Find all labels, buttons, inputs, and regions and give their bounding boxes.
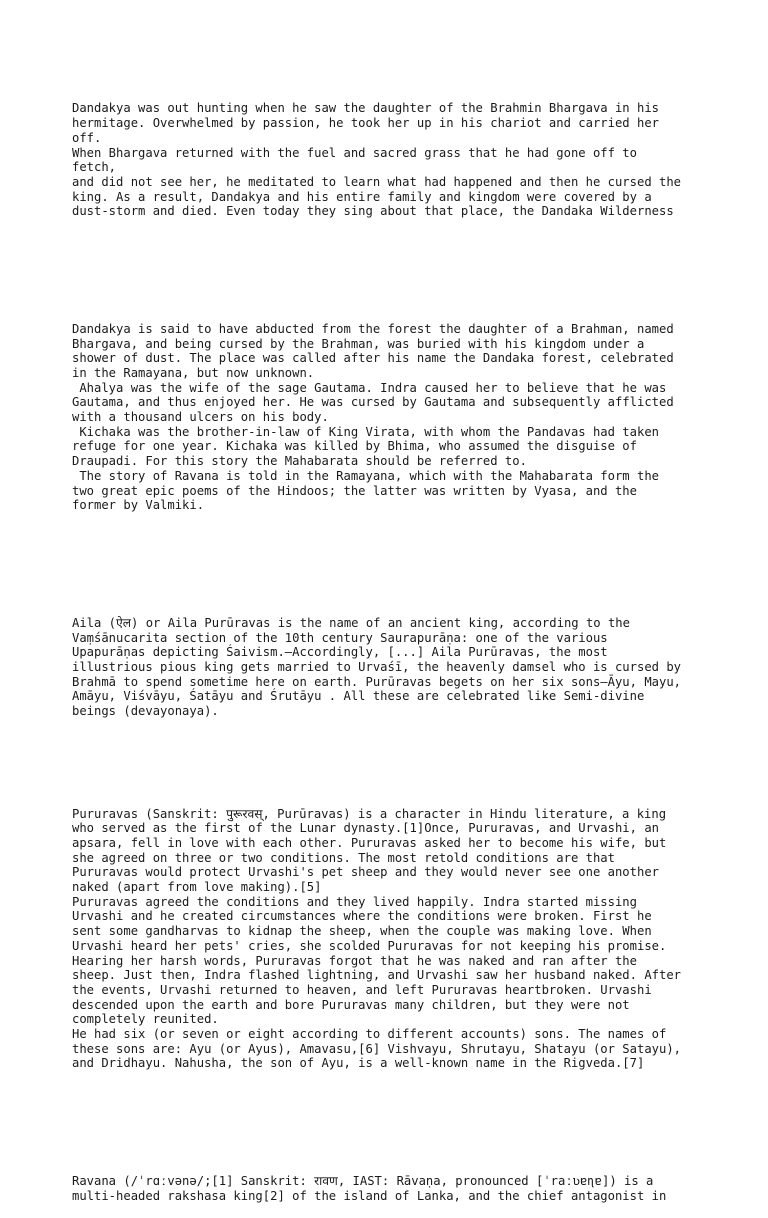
text-line: Vaṃśānucarita section of the 10th century Saurapurāṇa: one of the various: [72, 630, 608, 645]
text-line: with a thousand ulcers on his body.: [72, 410, 329, 425]
text-line: and Dridhayu. Nahusha, the son of Ayu, is a well-known name in the Rigveda.[7]: [72, 1056, 645, 1071]
text-line: Brahmā to spend sometime here on earth. Purūravas begets on her six sons—Āyu, Mayu,: [72, 674, 682, 689]
text-line: The story of Ravana is told in the Ramayana, which with the Mahabarata form the: [72, 468, 659, 483]
text-line: Hearing her harsh words, Pururavas forgot that he was naked and ran after the: [72, 953, 637, 968]
paragraph-ravana: [72, 1174, 712, 1203]
text-line: naked (apart from love making).[5]: [72, 880, 322, 895]
text-line: fetch,: [72, 160, 117, 175]
text-line: Urvashi and he created circumstances where the conditions were broken. First he: [72, 909, 652, 924]
text-line: descended upon the earth and bore Pururavas many children, but they were not: [72, 997, 630, 1012]
text-line: in the Ramayana, but now unknown.: [72, 365, 315, 380]
text-line: and did not see her, he meditated to learn what had happened and then he cursed the: [72, 174, 682, 189]
paragraph-gap: [72, 748, 712, 777]
text-line: Gautama, and thus enjoyed her. He was cursed by Gautama and subsequently afflicted: [72, 395, 674, 410]
text-line: two great epic poems of the Hindoos; the latter was written by Vyasa, and the: [72, 483, 637, 498]
text-line: Bhargava, and being cursed by the Brahman, was buried with his kingdom under a: [72, 336, 645, 351]
paragraph-pururavas: [72, 807, 712, 1072]
text-line: dust-storm and died. Even today they sing about that place, the Dandaka Wilderness: [72, 204, 674, 219]
text-line: who served as the first of the Lunar dynasty.[1]Once, Pururavas, and Urvashi, an: [72, 821, 659, 836]
text-line: multi-headed rakshasa king[2] of the island of Lanka, and the chief antagonist in: [72, 1188, 667, 1203]
text-line: Draupadi. For this story the Mahabarata should be referred to.: [72, 454, 527, 469]
text-line: off.: [72, 130, 102, 145]
paragraph-aila: [72, 616, 712, 719]
text-line: Amāyu, Viśvāyu, Śatāyu and Śrutāyu . All these are celebrated like Semi-divine: [72, 689, 645, 704]
text-line: former by Valmiki.: [72, 498, 205, 513]
text-line: hermitage. Overwhelmed by passion, he took her up in his chariot and carried her: [72, 116, 659, 131]
text-line: the events, Urvashi returned to heaven, and left Pururavas heartbroken. Urvashi: [72, 982, 652, 997]
text-line: Upapurāṇas depicting Śaivism.—Accordingly, [...] Aila Purūravas, the most: [72, 645, 608, 660]
text-line: Dandakya is said to have abducted from the forest the daughter of a Brahman, named: [72, 321, 674, 336]
paragraph-gap: [72, 1101, 712, 1145]
text-line: He had six (or seven or eight according to different accounts) sons. The names of: [72, 1027, 667, 1042]
text-line: Pururavas would protect Urvashi's pet sheep and they would never see one another: [72, 865, 659, 880]
paragraph-dandakya-hunting: [72, 101, 712, 219]
text-line: Dandakya was out hunting when he saw the daughter of the Brahmin Bhargava in his: [72, 101, 659, 116]
text-line: sheep. Just then, Indra flashed lightning, and Urvashi saw her husband naked. After: [72, 968, 682, 983]
paragraph-dandakya-abduction: [72, 322, 712, 513]
text-line: Ravana (/ˈrɑːvənə/;[1] Sanskrit: रावण, IAST: Rāvaṇa, pronounced [ˈraːʋɐɳɐ]) is a: [72, 1174, 654, 1188]
paragraph-gap: [72, 248, 712, 292]
text-line: Pururavas agreed the conditions and they lived happily. Indra started missing: [72, 894, 637, 909]
text-line: apsara, fell in love with each other. Pururavas asked her to become his wife, but: [72, 835, 667, 850]
text-line: king. As a result, Dandakya and his entire family and kingdom were covered by a: [72, 189, 652, 204]
text-line: she agreed on three or two conditions. The most retold conditions are that: [72, 850, 615, 865]
document-page: [72, 72, 712, 1218]
text-line: Urvashi heard her pets' cries, she scolded Pururavas for not keeping his promise.: [72, 938, 667, 953]
text-line: Aila (ऐल) or Aila Purūravas is the name of an ancient king, according to the: [72, 615, 630, 630]
text-line: refuge for one year. Kichaka was killed by Bhima, who assumed the disguise of: [72, 439, 637, 454]
text-line: Ahalya was the wife of the sage Gautama. Indra caused her to believe that he was: [72, 380, 667, 395]
text-line: beings (devayonaya).: [72, 704, 219, 719]
paragraph-gap: [72, 542, 712, 586]
text-line: shower of dust. The place was called after his name the Dandaka forest, celebrated: [72, 351, 674, 366]
text-line: sent some gandharvas to kidnap the sheep, when the couple was making love. When: [72, 924, 652, 939]
text-line: Pururavas (Sanskrit: पुरूरवस्, Purūravas) is a character in Hindu literature, a king: [72, 806, 667, 821]
text-line: illustrious pious king gets married to Urvaśī, the heavenly damsel who is cursed by: [72, 659, 682, 674]
text-line: When Bhargava returned with the fuel and sacred grass that he had gone off to: [72, 145, 637, 160]
text-line: these sons are: Ayu (or Ayus), Amavasu,[6] Vishvayu, Shrutayu, Shatayu (or Satayu),: [72, 1041, 682, 1056]
text-line: completely reunited.: [72, 1012, 219, 1027]
text-line: Kichaka was the brother-in-law of King Virata, with whom the Pandavas had taken: [72, 424, 659, 439]
